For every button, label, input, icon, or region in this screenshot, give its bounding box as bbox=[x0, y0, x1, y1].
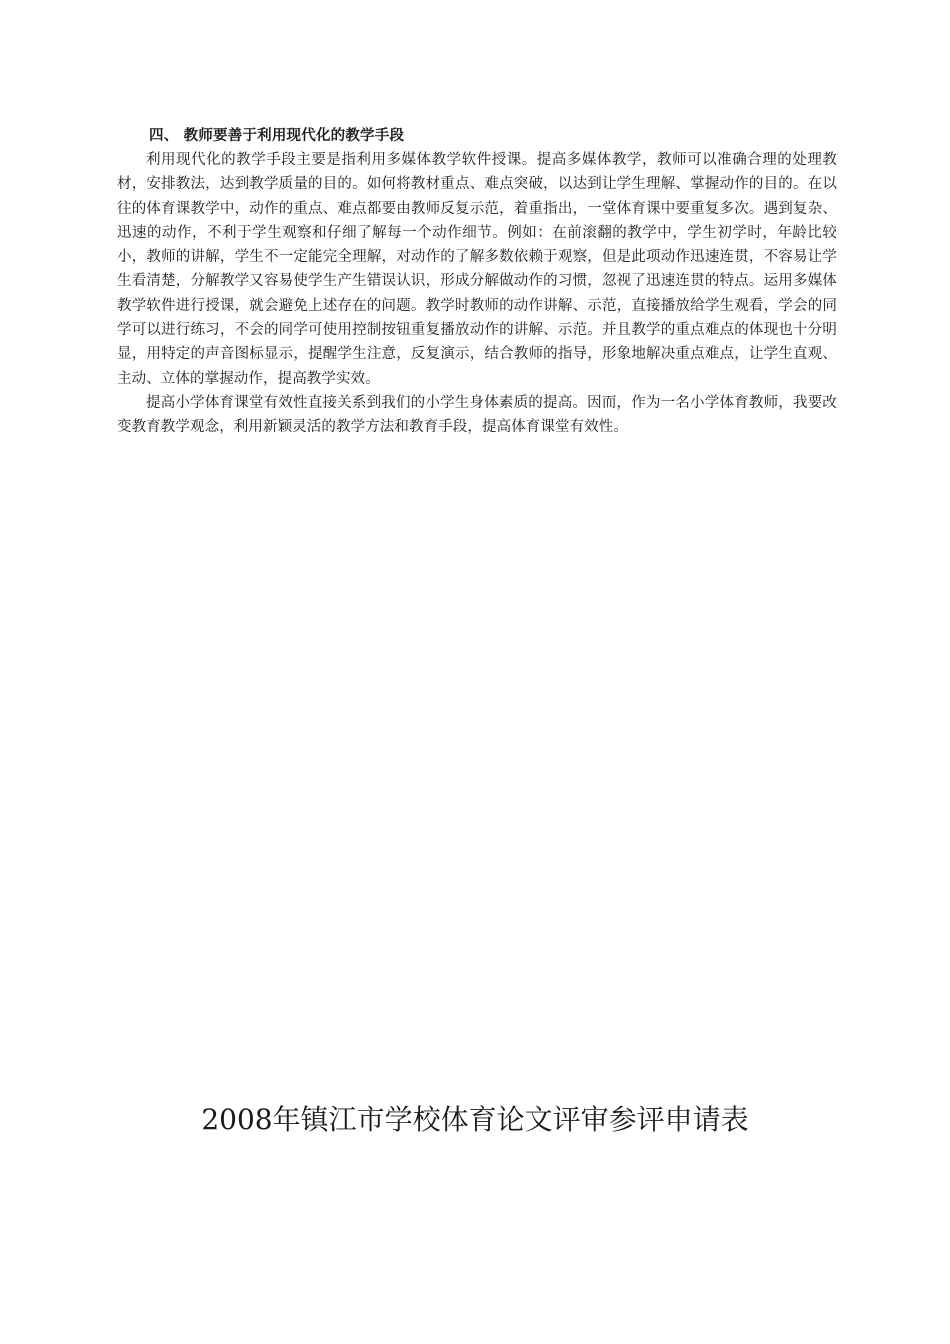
section-heading: 四、 教师要善于利用现代化的教学手段 bbox=[149, 127, 405, 144]
document-body bbox=[117, 124, 837, 440]
application-form-title: 2008年镇江市学校体育论文评审参评申请表 bbox=[201, 1103, 749, 1136]
body-paragraph: 利用现代化的教学手段主要是指利用多媒体教学软件授课。提高多媒体教学，教师可以准确合理的处理教材，安排教法，达到教学质量的目的。如何将教材重点、难点突破，以达到让学生理解、掌握动作的目的。在以往的体育课教学中，动作的重点、难点都要由教师反复示范，着重指出，一堂体育课中要重复多次。遇到复杂、迅速的动作，不利于学生观察和仔细了解每一个动作细节。例如：在前滚翻的教学中，学生初学时，年龄比较小，教师的讲解，学生不一定能完全理解，对动作的了解多数依赖于观察，但是此项动作迅速连贯，不容易让学生看清楚，分解教学又容易使学生产生错误认识，形成分解做动作的习惯，忽视了迅速连贯的特点。运用多媒体教学软件进行授课，就会避免上述存在的问题。教学时教师的动作讲解、示范，直接播放给学生观看，学会的同学可以进行练习，不会的同学可使用控制按钮重复播放动作的讲解、示范。并且教学的重点难点的体现也十分明显，用特定的声音图标显示，提醒学生注意，反复演示，结合教师的指导，形象地解决重点难点，让学生直观、主动、立体的掌握动作，提高教学实效。 bbox=[117, 152, 837, 387]
conclusion-paragraph: 提高小学体育课堂有效性直接关系到我们的小学生身体素质的提高。因而，作为一名小学体育教师，我要改变教育教学观念，利用新颖灵活的教学方法和教育手段，提高体育课堂有效性。 bbox=[117, 394, 837, 436]
